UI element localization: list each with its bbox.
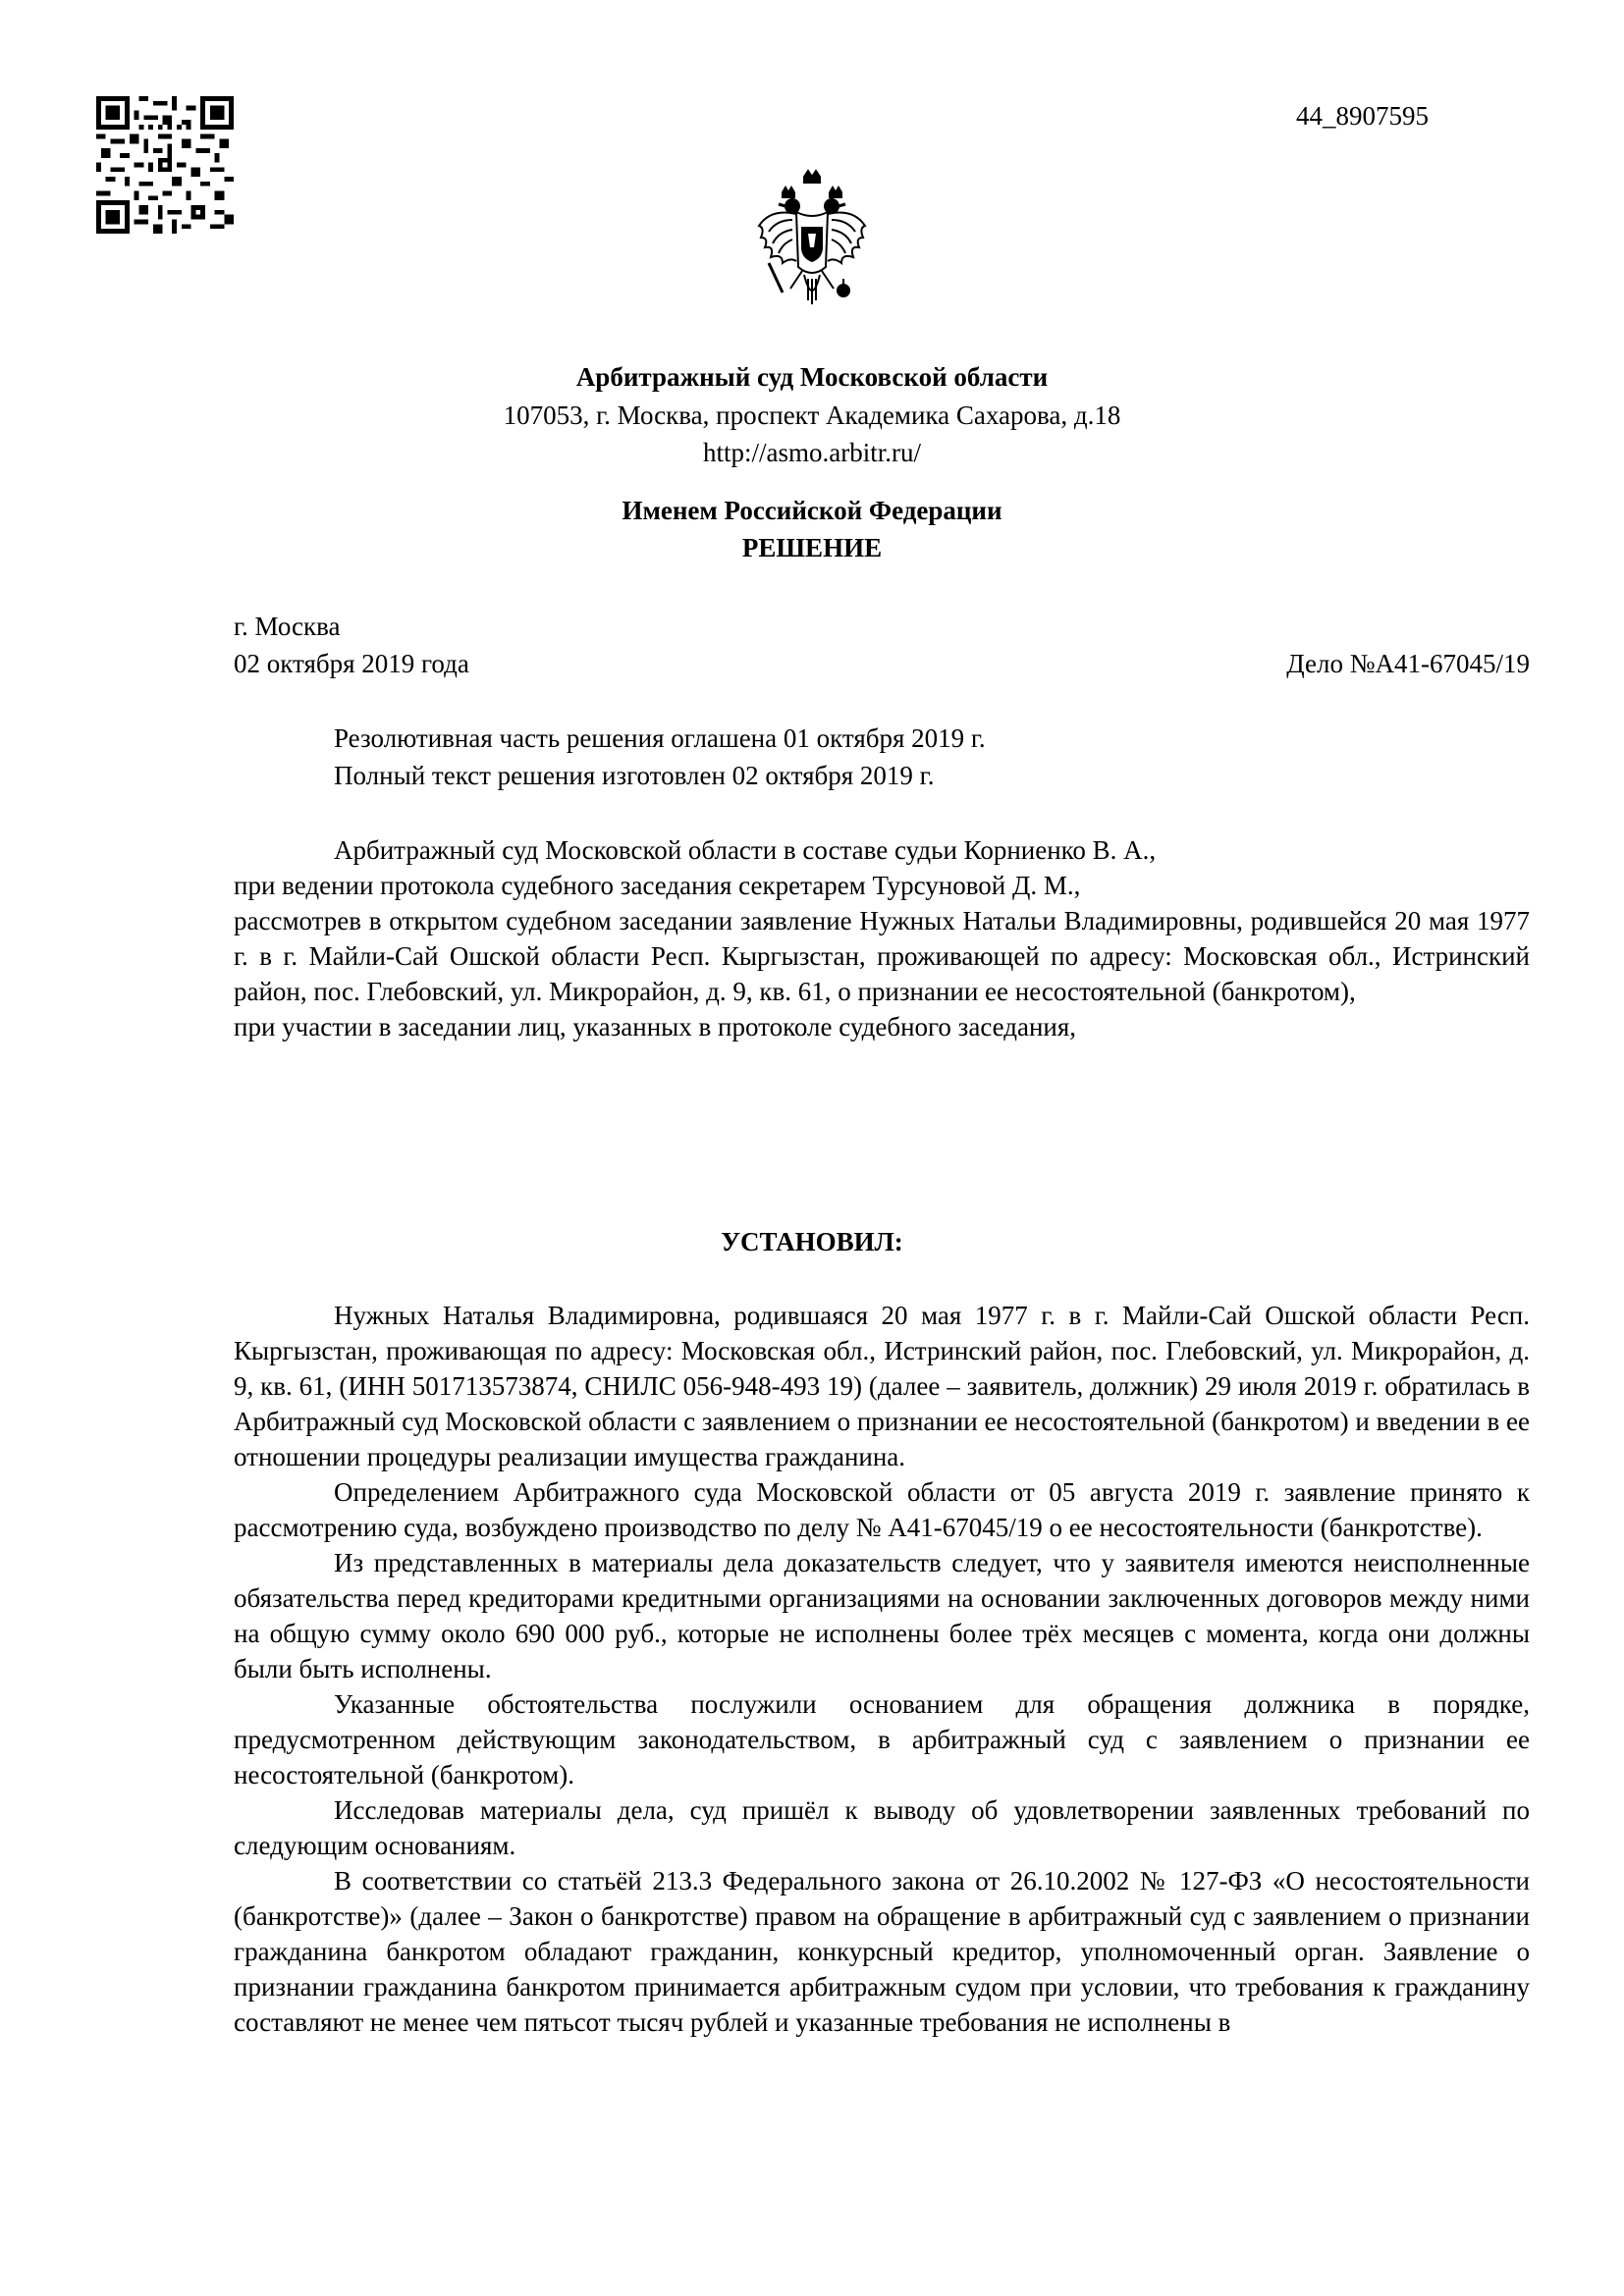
intro-participants: при участии в заседании лиц, указанных в протоколе судебного заседания, [234, 1012, 1077, 1041]
qr-code-icon [96, 96, 234, 234]
body-paragraph-2: Определением Арбитражного суда Московской области от 05 августа 2019 г. заявление принято к рассмотрению суда, возбуждено производство по делу № А41-67045/19 о ее несостоятельности (банкротстве). [234, 1477, 1530, 1542]
main-text [234, 1298, 1530, 2040]
court-name: Арбитражный суд Московской области [575, 362, 1049, 392]
intro-block [234, 832, 1530, 1044]
body-paragraph-3: Из представленных в материалы дела доказательств следует, что у заявителя имеются неисполненные обязательства перед кредиторами кредитными организациями на основании заключенных договоров между ними на общую сумму около 690 000 руб., которые не исполнены более трёх месяцев с момента, когда они должны были быть исполнены. [234, 1548, 1530, 1683]
case-number: Дело №А41-67045/19 [1286, 649, 1530, 678]
intro-judge: Арбитражный суд Московской области в составе судьи Корниенко В. А., [334, 835, 1157, 865]
court-url: http://asmo.arbitr.ru/ [703, 438, 921, 467]
city: г. Москва [234, 612, 341, 641]
body-paragraph-5: Исследовав материалы дела, суд пришёл к выводу об удовлетворении заявленных требований по следующим основаниям. [234, 1795, 1530, 1860]
document-number: 44_8907595 [1296, 101, 1429, 131]
coat-of-arms-icon [753, 169, 871, 318]
body-paragraph-6: В соответствии со статьёй 213.3 Федерального закона от 26.10.2002 № 127-ФЗ «О несостоятельности (банкротстве)» (далее – Закон о банкротстве) правом на обращение в арбитражный суд с заявлением о признании гражданина банкротом обладают гражданин, конкурсный кредитор, уполномоченный орган. Заявление о признании гражданина банкротом принимается арбитражным судом при условии, что требования к гражданину составляют не менее чем пятьсот тысяч рублей и указанные требования не исполнены в [234, 1866, 1530, 2037]
court-address: 107053, г. Москва, проспект Академика Сахарова, д.18 [503, 400, 1121, 430]
full-text-line: Полный текст решения изготовлен 02 октября 2019 г. [334, 761, 935, 790]
body-paragraph-4: Указанные обстоятельства послужили основанием для обращения должника в порядке, предусмотренном действующим законодательством, в арбитражный суд с заявлением о признании ее несостоятельной (банкротом). [234, 1689, 1530, 1789]
established-heading: УСТАНОВИЛ: [721, 1227, 903, 1256]
decision-title: РЕШЕНИЕ [741, 533, 883, 562]
body-paragraph-1: Нужных Наталья Владимировна, родившаяся 20 мая 1977 г. в г. Майли-Сай Ошской области Респ. Кыргызстан, проживающая по адресу: Московская обл., Истринский район, пос. Глебовский, ул. Микрорайон, д. 9, кв. 61, (ИНН 501713573874, СНИЛС 056-948-493 19) (далее – заявитель, должник) 29 июля 2019 г. обратилась в Арбитражный суд Московской области с заявлением о признании ее несостоятельной (банкротом) и введении в ее отношении процедуры реализации имущества гражданина. [234, 1301, 1530, 1471]
intro-application: рассмотрев в открытом судебном заседании заявление Нужных Натальи Владимировны, родившейся 20 мая 1977 г. в г. Майли-Сай Ошской области Респ. Кыргызстан, проживающей по адресу: Московская обл., Истринский район, пос. Глебовский, ул. Микрорайон, д. 9, кв. 61, о признании ее несостоятельной (банкротом), [234, 906, 1530, 1006]
resolution-line: Резолютивная часть решения оглашена 01 октября 2019 г. [334, 723, 986, 753]
decision-date: 02 октября 2019 года [234, 649, 469, 678]
intro-secretary: при ведении протокола судебного заседания секретарем Турсуновой Д. М., [234, 871, 1081, 900]
name-of-federation: Именем Российской Федерации [622, 496, 1002, 525]
